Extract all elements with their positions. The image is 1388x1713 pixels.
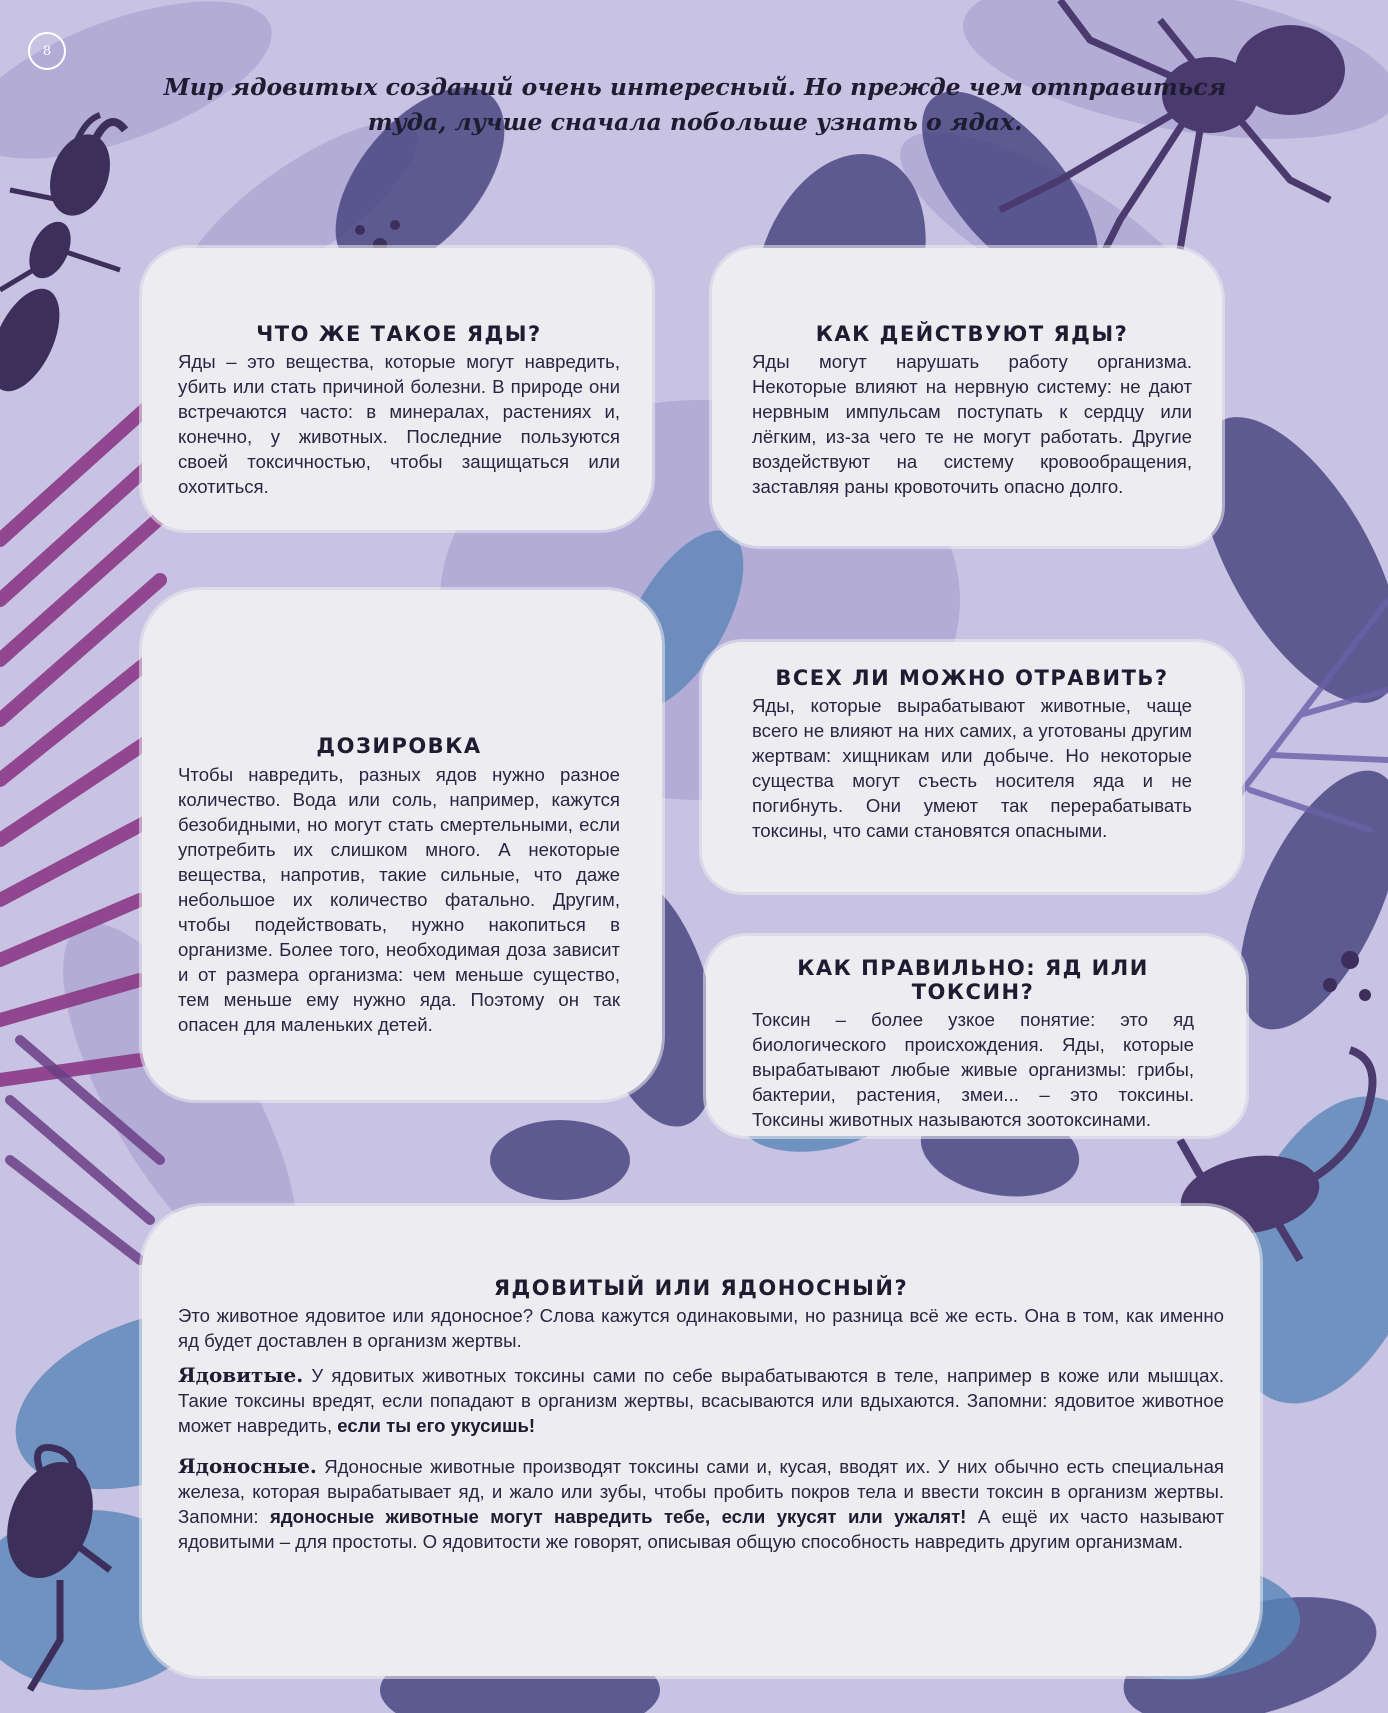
venomous-lead: Ядоносные. — [178, 1454, 317, 1478]
card-can-everyone-be-poisoned — [702, 642, 1242, 892]
section-title: ЯДОВИТЫЙ ИЛИ ЯДОНОСНЫЙ? — [493, 1276, 909, 1300]
poisonous-emphasis: если ты его укусишь! — [337, 1415, 536, 1436]
card-dosage — [142, 590, 662, 1100]
card-how-poisons-work — [712, 248, 1222, 546]
section-title: ДОЗИРОВКА — [316, 734, 482, 758]
card-poisonous-or-venomous — [142, 1206, 1260, 1676]
poisonous-text: У ядовитых животных токсины сами по себе вырабатываются в теле, например в коже или мышцах. Такие токсины вредят, если попадают в организм жертвы, всасываются или вдыхаются. Запомни: ядовитое животное может навредить, — [178, 1365, 1224, 1436]
venomous-emphasis: ядоносные животные могут навредить тебе, если укусят или ужалят! — [270, 1506, 967, 1527]
section-intro: Это животное ядовитое или ядоносное? Слова кажутся одинаковыми, но разница всё же есть. Она в том, как именно яд будет доставлен в организм жертвы. — [178, 1305, 1224, 1351]
card-poison-or-toxin — [706, 936, 1246, 1136]
section-body: Яды – это вещества, которые могут навредить, убить или стать причиной болезни. В природе они встречаются часто: в минералах, растениях и, конечно, у животных. Последние пользуются своей токсичностью, чтобы защищаться или охотиться. — [178, 351, 620, 497]
section-title: ЧТО ЖЕ ТАКОЕ ЯДЫ? — [256, 322, 542, 346]
section-body: Яды, которые вырабатывают животные, чаще всего не влияют на них самих, а уготованы другим жертвам: хищникам или добыче. Но некоторые существа могут съесть носителя яда и не погибнуть. Они умеют так перерабатывать токсины, что сами становятся опасными. — [752, 695, 1192, 841]
section-title: КАК ПРАВИЛЬНО: ЯД ИЛИ ТОКСИН? — [797, 956, 1149, 1004]
card-what-are-poisons — [142, 248, 652, 530]
venomous-tail: А ещё их часто называют ядовитыми – для простоты. О ядовитости же говорят, описывая общую способность навредить другим организмам. — [178, 1506, 1224, 1552]
section-body: Чтобы навредить, разных ядов нужно разное количество. Вода или соль, например, кажутся безобидными, но могут стать смертельными, если употребить их слишком много. А некоторые вещества, напротив, такие сильные, что даже небольшое их количество фатально. Другим, чтобы подействовать, нужно накопиться в организме. Более того, необходимая доза зависит и от размера организма: чем меньше существо, тем меньше ему нужно яда. Поэтому он так опасен для маленьких детей. — [178, 764, 620, 1035]
venomous-paragraph — [178, 1454, 1224, 1554]
venomous-text: Ядоносные животные производят токсины сами и, кусая, вводят их. У них обычно есть специальная железа, которая вырабатывает яд, и жало или зубы, чтобы пробить покров тела и ввести токсин в организм жертвы. Запомни: — [178, 1456, 1224, 1527]
section-title: КАК ДЕЙСТВУЮТ ЯДЫ? — [815, 322, 1129, 346]
poisonous-paragraph — [178, 1363, 1224, 1438]
page-number: 8 — [28, 32, 66, 70]
section-title: ВСЕХ ЛИ МОЖНО ОТРАВИТЬ? — [775, 666, 1169, 690]
section-body: Яды могут нарушать работу организма. Некоторые влияют на нервную систему: не дают нервным импульсам поступать к сердцу или лёгким, из-за чего те не могут работать. Другие воздействуют на систему кровообращения, заставляя раны кровоточить опасно долго. — [752, 351, 1192, 497]
section-body: Токсин – более узкое понятие: это яд биологического происхождения. Яды, которые вырабатывают любые живые организмы: грибы, бактерии, растения, змеи... – это токсины. Токсины животных называются зоотоксинами. — [752, 1009, 1194, 1130]
intro-text: Мир ядовитых созданий очень интересный. Но прежде чем отправиться туда, лучше сначала побольше узнать о ядах. — [163, 73, 1227, 136]
poisonous-lead: Ядовитые. — [178, 1363, 304, 1387]
